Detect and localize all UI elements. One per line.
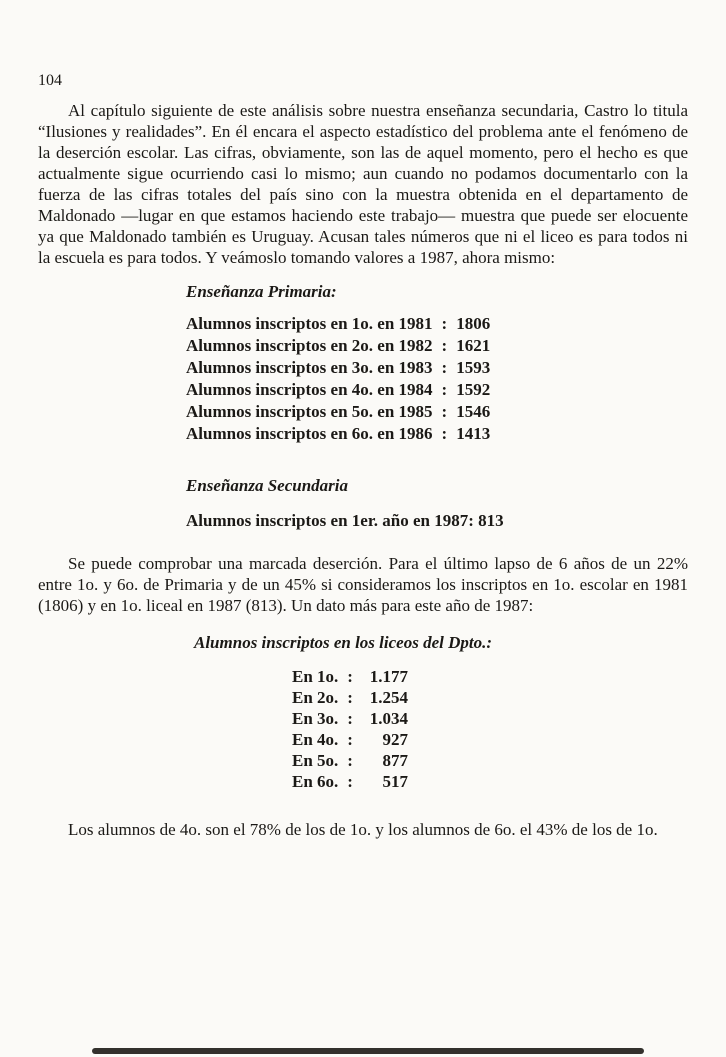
- table-row: [186, 357, 490, 379]
- row-label: En 6o.: [292, 772, 339, 791]
- row-value: 1621: [456, 336, 491, 355]
- row-label: Alumnos inscriptos en 1o. en 1981: [186, 314, 433, 333]
- table-row: [186, 401, 490, 423]
- row-label: En 2o.: [292, 688, 339, 707]
- analysis-paragraph: Se puede comprobar una marcada deserción. Para el último lapso de 6 años de un 22% entre 1o. y 6o. de Primaria y de un 45% si consideramos los inscriptos en 1o. escolar en 1981 (1806) y en 1o. liceal en 1987 (813). Un dato más para este año de 1987:: [38, 554, 688, 615]
- row-label: En 3o.: [292, 709, 339, 728]
- row-value: 927: [382, 730, 408, 749]
- table-row: [292, 687, 408, 708]
- table-row: [292, 729, 408, 750]
- row-label: En 5o.: [292, 751, 339, 770]
- row-separator: :: [441, 380, 448, 399]
- row-separator: :: [441, 402, 448, 421]
- row-separator: :: [347, 688, 353, 707]
- row-value: 1.177: [369, 667, 408, 686]
- table-row: [186, 423, 490, 445]
- table-row: [292, 771, 408, 792]
- primaria-table: [186, 313, 490, 445]
- table-row: [186, 335, 490, 357]
- row-separator: :: [347, 772, 353, 791]
- row-value: 1593: [456, 358, 491, 377]
- row-label: Alumnos inscriptos en 5o. en 1985: [186, 402, 433, 421]
- row-separator: :: [441, 424, 448, 443]
- row-separator: :: [441, 336, 448, 355]
- row-value: 1546: [456, 402, 491, 421]
- table-row: [186, 379, 490, 401]
- table-row: [292, 666, 408, 687]
- row-value: 877: [382, 751, 408, 770]
- row-separator: :: [441, 358, 448, 377]
- row-value: 1413: [456, 424, 491, 443]
- liceos-table: [292, 666, 408, 792]
- liceos-heading: Alumnos inscriptos en los liceos del Dpto.:: [194, 633, 492, 652]
- secundaria-enrollment-line: Alumnos inscriptos en 1er. año en 1987: 813: [186, 511, 504, 530]
- row-value: 517: [382, 772, 408, 791]
- intro-paragraph: Al capítulo siguiente de este análisis sobre nuestra enseñanza secundaria, Castro lo titula “Ilusiones y realidades”. En él encara el aspecto estadístico del problema ante el fenómeno de la deserción escolar. Las cifras, obviamente, son las de aquel momento, pero el hecho es que actualmente sigue ocurriendo casi lo mismo; aun cuando no podamos documentarlo con la fuerza de las cifras totales del país sino con la muestra obtenida en el departamento de Maldonado —lugar en que estamos haciendo este trabajo— muestra que puede ser elocuente ya que Maldonado también es Uruguay. Acusan tales números que ni el liceo es para todos ni la escuela es para todos. Y veámoslo tomando valores a 1987, ahora mismo:: [38, 101, 688, 267]
- row-label: Alumnos inscriptos en 2o. en 1982: [186, 336, 433, 355]
- row-label: Alumnos inscriptos en 3o. en 1983: [186, 358, 433, 377]
- row-separator: :: [441, 314, 448, 333]
- row-separator: :: [347, 667, 353, 686]
- table-row: [292, 708, 408, 729]
- table-row: [186, 313, 490, 335]
- row-label: En 1o.: [292, 667, 339, 686]
- row-separator: :: [347, 730, 353, 749]
- row-separator: :: [347, 709, 353, 728]
- page-number: 104: [38, 72, 62, 89]
- row-label: Alumnos inscriptos en 6o. en 1986: [186, 424, 433, 443]
- row-value: 1.034: [369, 709, 408, 728]
- row-value: 1806: [456, 314, 491, 333]
- row-label: En 4o.: [292, 730, 339, 749]
- primaria-heading: Enseñanza Primaria:: [186, 282, 337, 301]
- row-separator: :: [347, 751, 353, 770]
- scan-edge-artifact: [92, 1048, 644, 1054]
- closing-paragraph: Los alumnos de 4o. son el 78% de los de 1o. y los alumnos de 6o. el 43% de los de 1o.: [68, 820, 658, 839]
- row-value: 1592: [456, 380, 491, 399]
- secundaria-heading: Enseñanza Secundaria: [186, 476, 349, 495]
- row-value: 1.254: [369, 688, 408, 707]
- table-row: [292, 750, 408, 771]
- row-label: Alumnos inscriptos en 4o. en 1984: [186, 380, 433, 399]
